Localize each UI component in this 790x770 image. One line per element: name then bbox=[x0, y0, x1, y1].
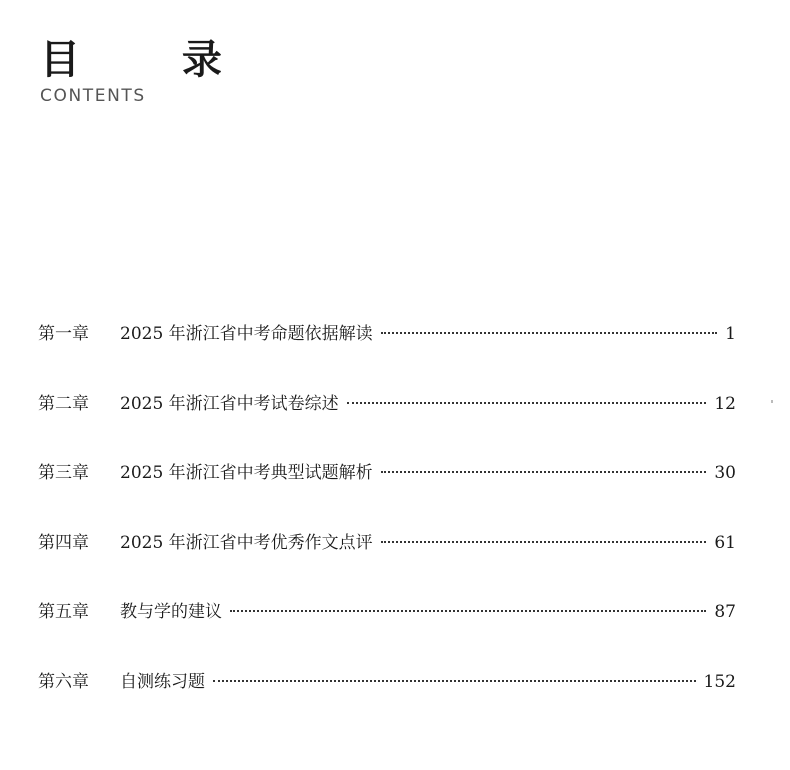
chapter-number: 第二章 bbox=[38, 393, 89, 414]
toc-entry-chapter-5[interactable] bbox=[38, 598, 736, 668]
dot-leader bbox=[381, 541, 707, 543]
page-number: 152 bbox=[703, 671, 736, 692]
toc-entry-chapter-2[interactable] bbox=[38, 390, 736, 460]
chapter-title: 教与学的建议 bbox=[120, 602, 222, 622]
scan-speck bbox=[771, 400, 773, 403]
chapter-number: 第六章 bbox=[38, 671, 89, 692]
dot-leader bbox=[213, 680, 696, 682]
page-number: 61 bbox=[714, 532, 736, 553]
dot-leader bbox=[381, 471, 707, 473]
page-number: 12 bbox=[714, 393, 736, 414]
chapter-number: 第四章 bbox=[38, 532, 89, 553]
chapter-title: 2025 年浙江省中考试卷综述 bbox=[120, 393, 339, 414]
toc-entry-chapter-3[interactable] bbox=[38, 459, 736, 529]
dot-leader bbox=[381, 332, 718, 334]
dot-leader bbox=[347, 402, 707, 404]
page-subtitle: CONTENTS bbox=[40, 86, 146, 106]
chapter-number: 第五章 bbox=[38, 602, 89, 622]
chapter-number: 第三章 bbox=[38, 463, 89, 483]
toc-entry-chapter-6[interactable] bbox=[38, 668, 736, 738]
chapter-title: 2025 年浙江省中考优秀作文点评 bbox=[120, 532, 373, 553]
page-title: 目 录 bbox=[40, 36, 266, 83]
table-of-contents bbox=[38, 320, 736, 737]
page-number: 30 bbox=[714, 463, 736, 483]
page-number: 87 bbox=[714, 602, 736, 622]
chapter-number: 第一章 bbox=[38, 324, 89, 344]
chapter-title: 2025 年浙江省中考典型试题解析 bbox=[120, 463, 373, 483]
page-number: 1 bbox=[725, 324, 736, 344]
chapter-title: 2025 年浙江省中考命题依据解读 bbox=[120, 324, 373, 344]
toc-entry-chapter-4[interactable] bbox=[38, 529, 736, 599]
toc-entry-chapter-1[interactable] bbox=[38, 320, 736, 390]
chapter-title: 自测练习题 bbox=[120, 671, 205, 692]
dot-leader bbox=[230, 610, 706, 612]
